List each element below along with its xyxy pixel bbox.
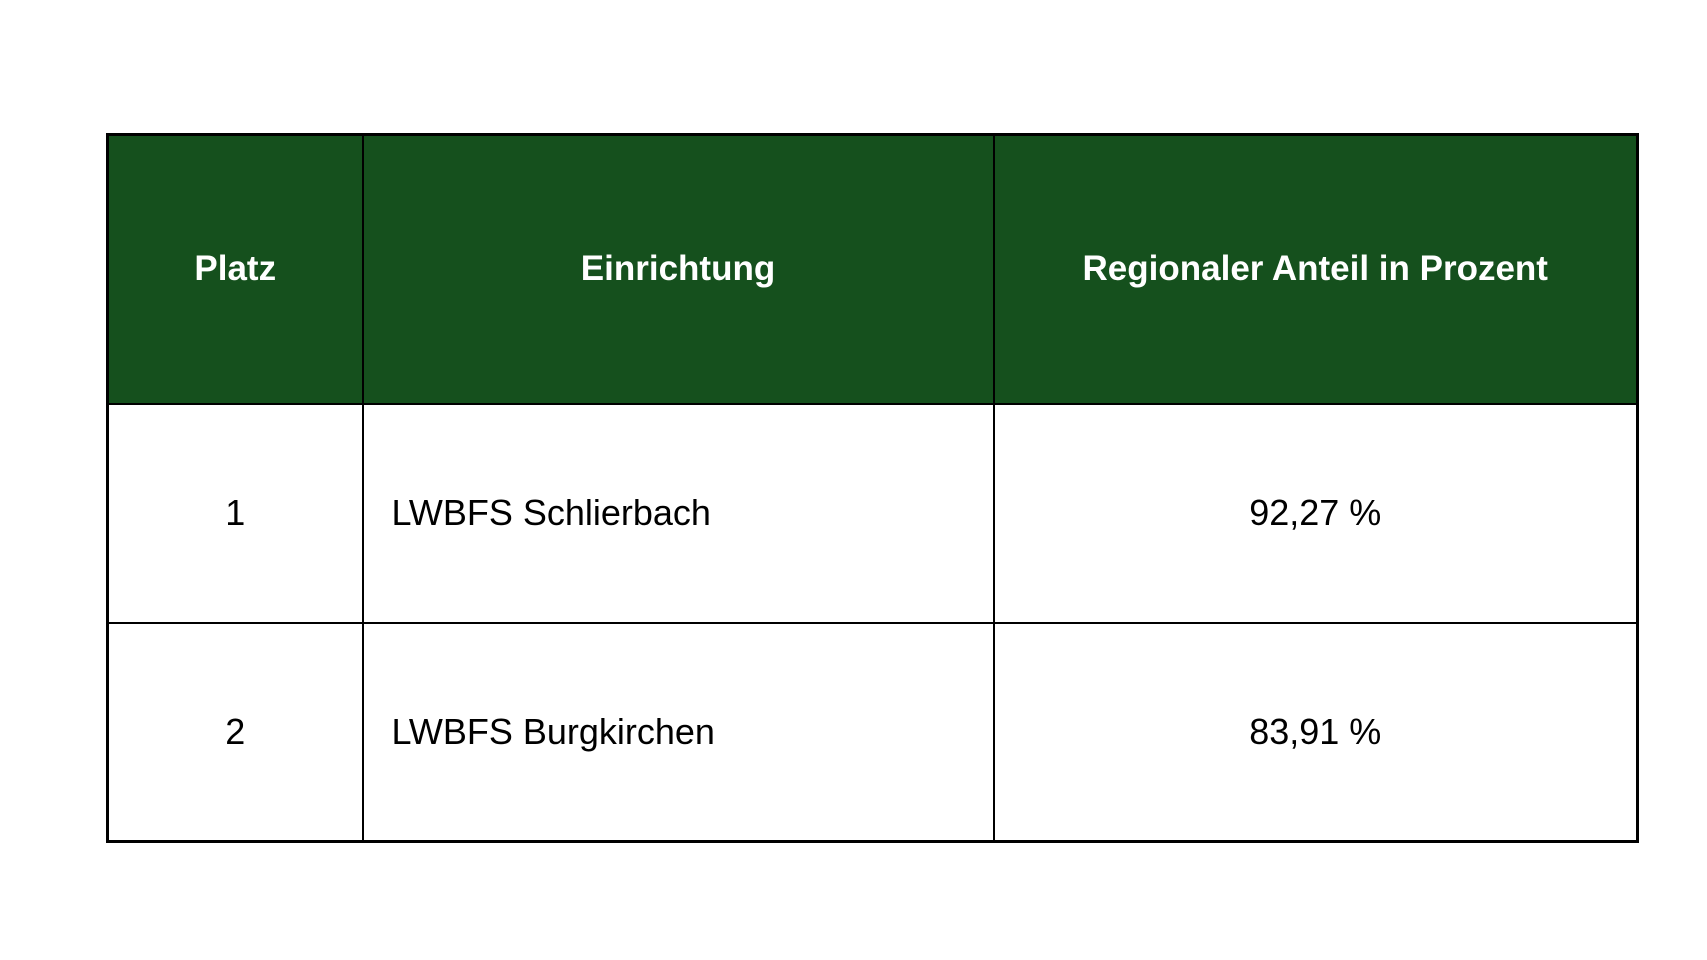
ranking-table bbox=[106, 133, 1639, 843]
cell-anteil: 92,27 % bbox=[994, 404, 1638, 623]
cell-einrichtung: LWBFS Burgkirchen bbox=[363, 623, 994, 842]
cell-platz: 1 bbox=[108, 404, 363, 623]
header-cell-regionaler-anteil: Regionaler Anteil in Prozent bbox=[994, 135, 1638, 404]
cell-platz: 2 bbox=[108, 623, 363, 842]
cell-anteil: 83,91 % bbox=[994, 623, 1638, 842]
cell-einrichtung: LWBFS Schlierbach bbox=[363, 404, 994, 623]
header-cell-einrichtung: Einrichtung bbox=[363, 135, 994, 404]
table-row bbox=[108, 623, 1638, 842]
table-row bbox=[108, 404, 1638, 623]
header-row bbox=[108, 135, 1638, 404]
slide-canvas bbox=[106, 133, 1639, 843]
header-cell-platz: Platz bbox=[108, 135, 363, 404]
